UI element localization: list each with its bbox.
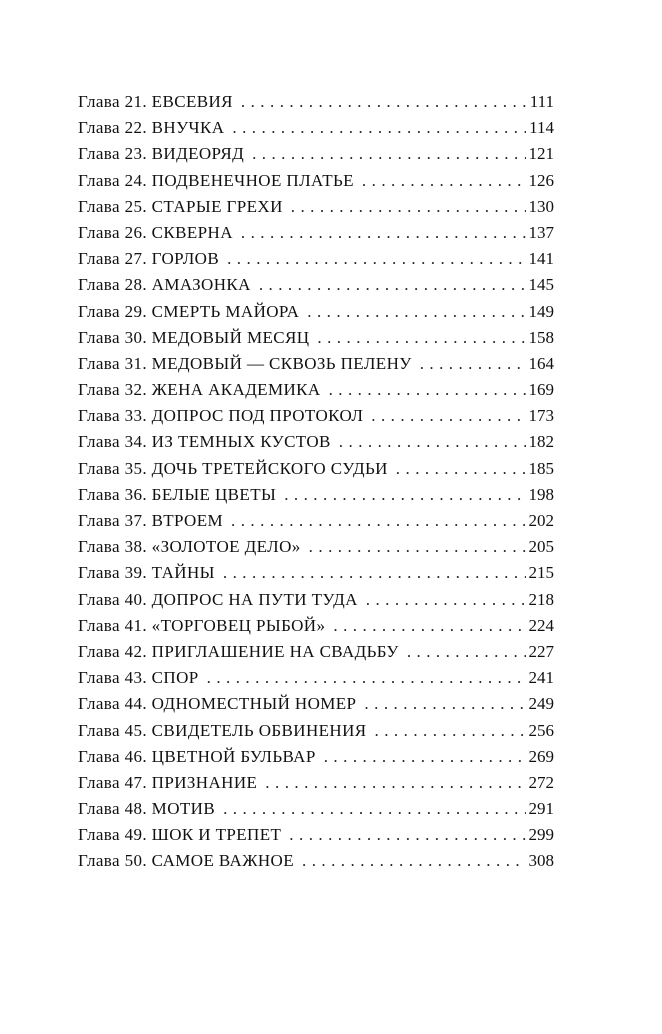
chapter-title: Глава 25. СТАРЫЕ ГРЕХИ: [78, 196, 283, 216]
page-number: 164: [528, 353, 554, 373]
page-number: 182: [528, 432, 554, 452]
chapter-title: Глава 50. САМОЕ ВАЖНОЕ: [78, 851, 294, 871]
toc-entry: [78, 456, 554, 482]
chapter-title: Глава 24. ПОДВЕНЕЧНОЕ ПЛАТЬЕ: [78, 170, 354, 190]
chapter-title: Глава 43. СПОР: [78, 668, 199, 688]
page-number: 299: [528, 825, 554, 845]
toc-entry: [78, 299, 554, 325]
dot-leader: [223, 796, 525, 822]
toc-entry: [78, 351, 554, 377]
page-number: 149: [528, 301, 554, 321]
toc-entry: [78, 482, 554, 508]
toc-entry: [78, 639, 554, 665]
dot-leader: [339, 429, 526, 455]
page-number: 111: [529, 92, 554, 111]
page-number: 145: [528, 275, 554, 295]
toc-entry: [78, 194, 554, 220]
toc-entry: [78, 377, 554, 403]
dot-leader: [227, 246, 525, 272]
toc-entry: [78, 770, 554, 796]
page-number: 272: [528, 772, 554, 792]
chapter-title: Глава 37. ВТРОЕМ: [78, 511, 224, 530]
dot-leader: [366, 587, 526, 613]
chapter-title: Глава 28. АМАЗОНКА: [78, 275, 251, 295]
chapter-title: Глава 38. «ЗОЛОТОЕ ДЕЛО»: [78, 537, 301, 557]
page-number: 218: [528, 589, 554, 609]
page-number: 141: [528, 249, 554, 269]
chapter-title: Глава 22. ВНУЧКА: [78, 118, 225, 138]
table-of-contents: [78, 89, 554, 875]
chapter-title: Глава 47. ПРИЗНАНИЕ: [78, 772, 258, 792]
chapter-title: Глава 46. ЦВЕТНОЙ БУЛЬВАР: [78, 746, 316, 766]
page-number: 126: [528, 170, 554, 190]
page-number: 185: [528, 458, 554, 478]
dot-leader: [407, 639, 526, 665]
dot-leader: [289, 822, 525, 848]
chapter-title: Глава 41. «ТОРГОВЕЦ РЫБОЙ»: [78, 615, 326, 635]
toc-entry: [78, 141, 554, 167]
toc-entry: [78, 665, 554, 691]
dot-leader: [317, 325, 525, 351]
chapter-title: Глава 36. БЕЛЫЕ ЦВЕТЫ: [78, 484, 277, 504]
toc-entry: [78, 560, 554, 586]
dot-leader: [364, 691, 525, 717]
toc-entry: [78, 822, 554, 848]
dot-leader: [241, 220, 526, 246]
dot-leader: [420, 351, 526, 377]
toc-entry: [78, 220, 554, 246]
toc-entry: [78, 403, 554, 429]
chapter-title: Глава 44. ОДНОМЕСТНЫЙ НОМЕР: [78, 694, 357, 714]
chapter-title: Глава 30. МЕДОВЫЙ МЕСЯЦ: [78, 327, 310, 347]
toc-entry: [78, 691, 554, 717]
dot-leader: [252, 141, 525, 167]
page-number: 114: [529, 118, 554, 138]
chapter-title: Глава 21. ЕВСЕВИЯ: [78, 92, 233, 111]
toc-entry: [78, 89, 554, 115]
dot-leader: [396, 456, 526, 482]
chapter-title: Глава 35. ДОЧЬ ТРЕТЕЙСКОГО СУДЬИ: [78, 458, 388, 478]
toc-entry: [78, 796, 554, 822]
dot-leader: [375, 718, 526, 744]
toc-entry: [78, 429, 554, 455]
dot-leader: [265, 770, 525, 796]
chapter-title: Глава 45. СВИДЕТЕЛЬ ОБВИНЕНИЯ: [78, 720, 367, 740]
page-number: 256: [528, 720, 554, 740]
dot-leader: [207, 665, 526, 691]
page-number: 121: [528, 144, 554, 164]
chapter-title: Глава 31. МЕДОВЫЙ — СКВОЗЬ ПЕЛЕНУ: [78, 353, 412, 373]
dot-leader: [302, 848, 526, 874]
toc-entry: [78, 508, 554, 534]
toc-entry: [78, 168, 554, 194]
dot-leader: [259, 272, 526, 298]
page-number: 198: [528, 484, 554, 504]
chapter-title: Глава 48. МОТИВ: [78, 799, 216, 819]
page-number: 291: [528, 799, 554, 819]
chapter-title: Глава 27. ГОРЛОВ: [78, 249, 220, 269]
chapter-title: Глава 29. СМЕРТЬ МАЙОРА: [78, 301, 300, 321]
dot-leader: [329, 377, 526, 403]
chapter-title: Глава 33. ДОПРОС ПОД ПРОТОКОЛ: [78, 406, 364, 426]
dot-leader: [241, 89, 527, 115]
page-number: 249: [528, 694, 554, 714]
toc-entry: [78, 115, 554, 141]
chapter-title: Глава 39. ТАЙНЫ: [78, 563, 215, 583]
toc-entry: [78, 272, 554, 298]
page-number: 269: [528, 746, 554, 766]
page-number: 202: [528, 511, 554, 530]
dot-leader: [284, 482, 525, 508]
page-number: 137: [528, 222, 554, 242]
page-number: 227: [528, 641, 554, 661]
dot-leader: [371, 403, 525, 429]
page-number: 205: [528, 537, 554, 557]
dot-leader: [232, 115, 526, 141]
chapter-title: Глава 34. ИЗ ТЕМНЫХ КУСТОВ: [78, 432, 331, 452]
chapter-title: Глава 26. СКВЕРНА: [78, 222, 233, 242]
dot-leader: [309, 534, 526, 560]
toc-entry: [78, 718, 554, 744]
page-number: 173: [528, 406, 554, 426]
dot-leader: [231, 508, 525, 534]
page-number: 158: [528, 327, 554, 347]
page-number: 130: [528, 196, 554, 216]
toc-entry: [78, 325, 554, 351]
page-number: 215: [528, 563, 554, 583]
chapter-title: Глава 23. ВИДЕОРЯД: [78, 144, 245, 164]
page-number: 308: [528, 851, 554, 871]
dot-leader: [307, 299, 525, 325]
dot-leader: [324, 744, 526, 770]
dot-leader: [362, 168, 526, 194]
page-number: 224: [528, 615, 554, 635]
toc-entry: [78, 848, 554, 874]
toc-entry: [78, 246, 554, 272]
chapter-title: Глава 42. ПРИГЛАШЕНИЕ НА СВАДЬБУ: [78, 641, 399, 661]
chapter-title: Глава 49. ШОК И ТРЕПЕТ: [78, 825, 282, 845]
page-number: 241: [528, 668, 554, 688]
toc-entry: [78, 534, 554, 560]
toc-entry: [78, 587, 554, 613]
toc-entry: [78, 744, 554, 770]
chapter-title: Глава 40. ДОПРОС НА ПУТИ ТУДА: [78, 589, 358, 609]
dot-leader: [223, 560, 526, 586]
page-number: 169: [528, 380, 554, 400]
dot-leader: [333, 613, 525, 639]
chapter-title: Глава 32. ЖЕНА АКАДЕМИКА: [78, 380, 321, 400]
toc-entry: [78, 613, 554, 639]
dot-leader: [291, 194, 526, 220]
